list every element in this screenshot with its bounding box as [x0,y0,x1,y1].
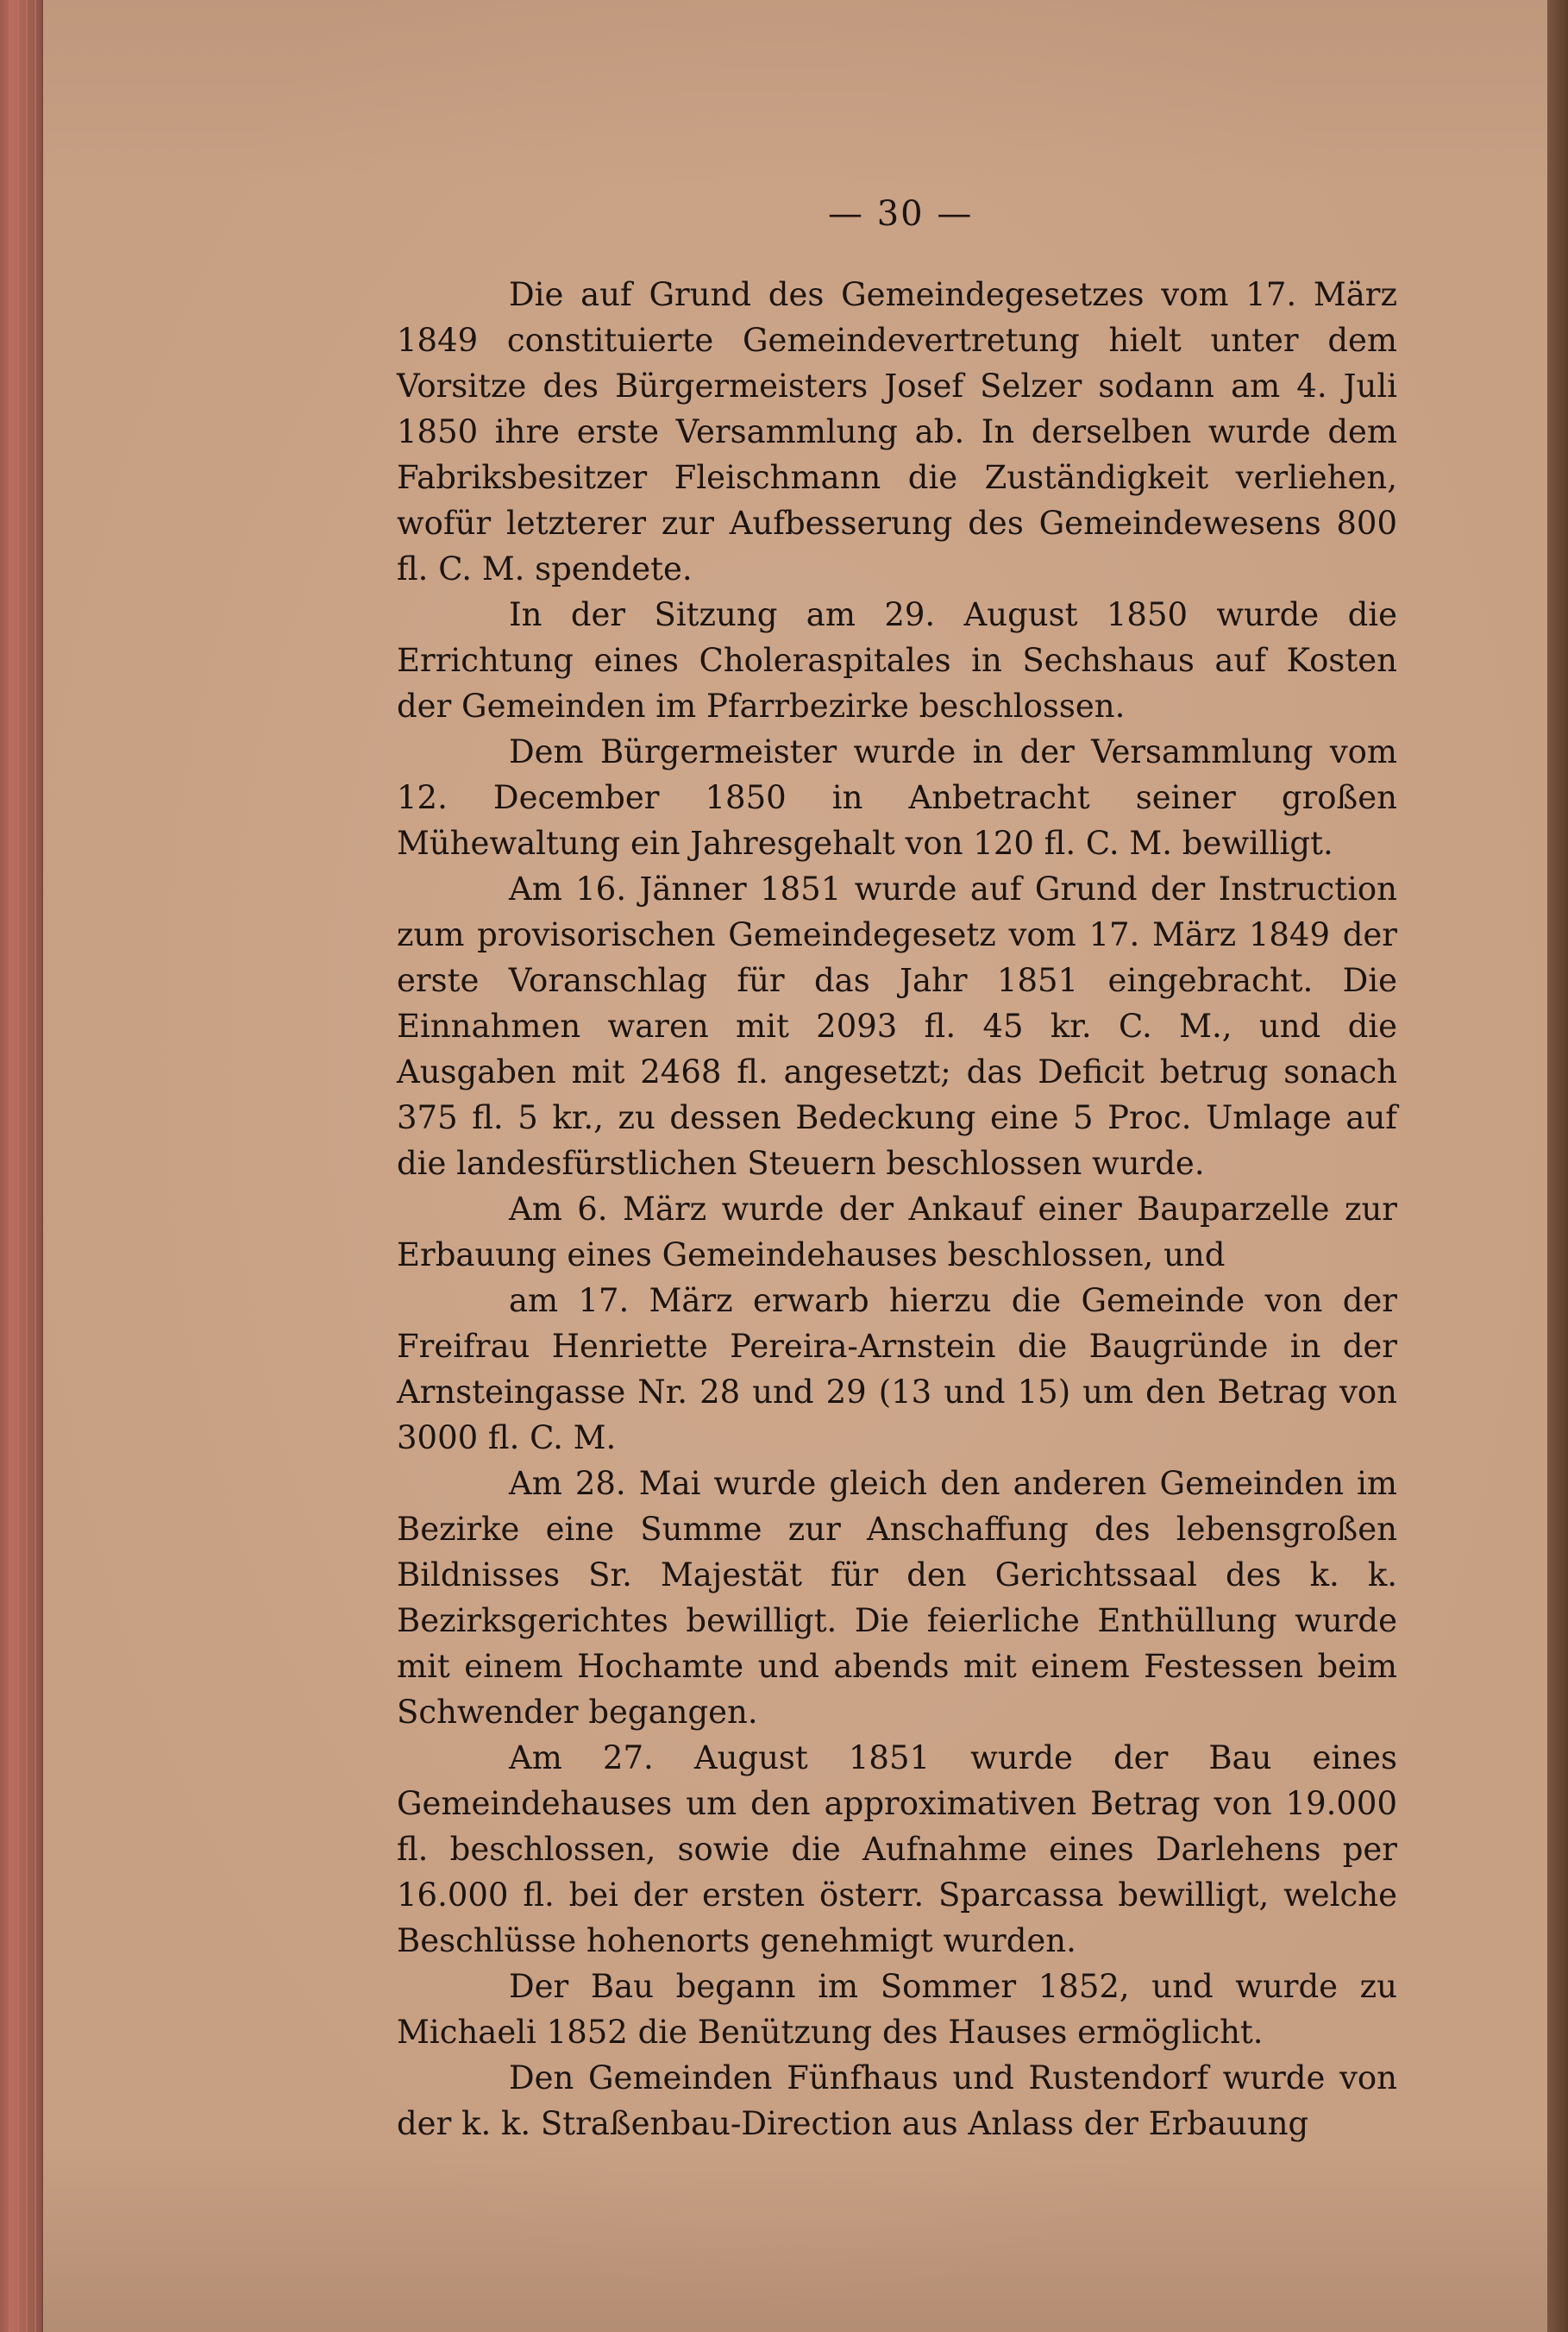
paragraph-10: Den Gemeinden Fünfhaus und Rustendorf wurde von der k. k. Straßenbau-Direction aus Anlass der Erbauung [397,2059,1397,2142]
paragraph-8: Am 27. August 1851 wurde der Bau eines Gemeindehauses um den approximativen Betrag von 19.000 fl. beschlossen, sowie die Aufnahme eines Darlehens per 16.000 fl. bei der ersten österr. Sparcassa bewilligt, welche Beschlüsse hohenorts genehmigt wurden. [397,1739,1397,1959]
body-text [397,272,1397,2147]
paragraph-1: Die auf Grund des Gemeindegesetzes vom 17. März 1849 constituierte Gemeindevertretung hielt unter dem Vorsitze des Bürgermeisters Josef Selzer sodann am 4. Juli 1850 ihre erste Versammlung ab. In derselben wurde dem Fabriksbesitzer Fleischmann die Zuständigkeit verliehen, wofür letzterer zur Aufbesserung des Gemeindewesens 800 fl. C. M. spendete. [397,276,1397,588]
paragraph-2: In der Sitzung am 29. August 1850 wurde die Errichtung eines Choleraspitales in Sechshaus auf Kosten der Gemeinden im Pfarrbezirke beschlossen. [397,596,1397,725]
page-number: — 30 — [828,194,974,234]
paragraph-4: Am 16. Jänner 1851 wurde auf Grund der Instruction zum provisorischen Gemeindegesetz vom 17. März 1849 der erste Voranschlag für das Jahr 1851 eingebracht. Die Einnahmen waren mit 2093 fl. 45 kr. C. M., und die Ausgaben mit 2468 fl. angesetzt; das Deficit betrug sonach 375 fl. 5 kr., zu dessen Bedeckung eine 5 Proc. Umlage auf die landesfürstlichen Steuern beschlossen wurde. [397,871,1397,1182]
paragraph-9: Der Bau begann im Sommer 1852, und wurde zu Michaeli 1852 die Benützung des Hauses ermöglicht. [397,1968,1397,2051]
paragraph-5: Am 6. März wurde der Ankauf einer Bauparzelle zur Erbauung eines Gemeindehauses beschlossen, und [397,1191,1397,1273]
book-spine-edge [0,0,43,2332]
paragraph-3: Dem Bürgermeister wurde in der Versammlung vom 12. December 1850 in Anbetracht seiner großen Mühewaltung ein Jahresgehalt von 120 fl. C. M. bewilligt. [397,733,1397,862]
paragraph-7: Am 28. Mai wurde gleich den anderen Gemeinden im Bezirke eine Summe zur Anschaffung des lebensgroßen Bildnisses Sr. Majestät für den Gerichtssaal des k. k. Bezirksgerichtes bewilligt. Die feierliche Enthüllung wurde mit einem Hochamte und abends mit einem Festessen beim Schwender begangen. [397,1465,1397,1731]
paragraph-6: am 17. März erwarb hierzu die Gemeinde von der Freifrau Henriette Pereira-Arnstein die Baugründe in der Arnsteingasse Nr. 28 und 29 (13 und 15) um den Betrag von 3000 fl. C. M. [397,1282,1397,1456]
page-right-edge [1547,0,1568,2332]
